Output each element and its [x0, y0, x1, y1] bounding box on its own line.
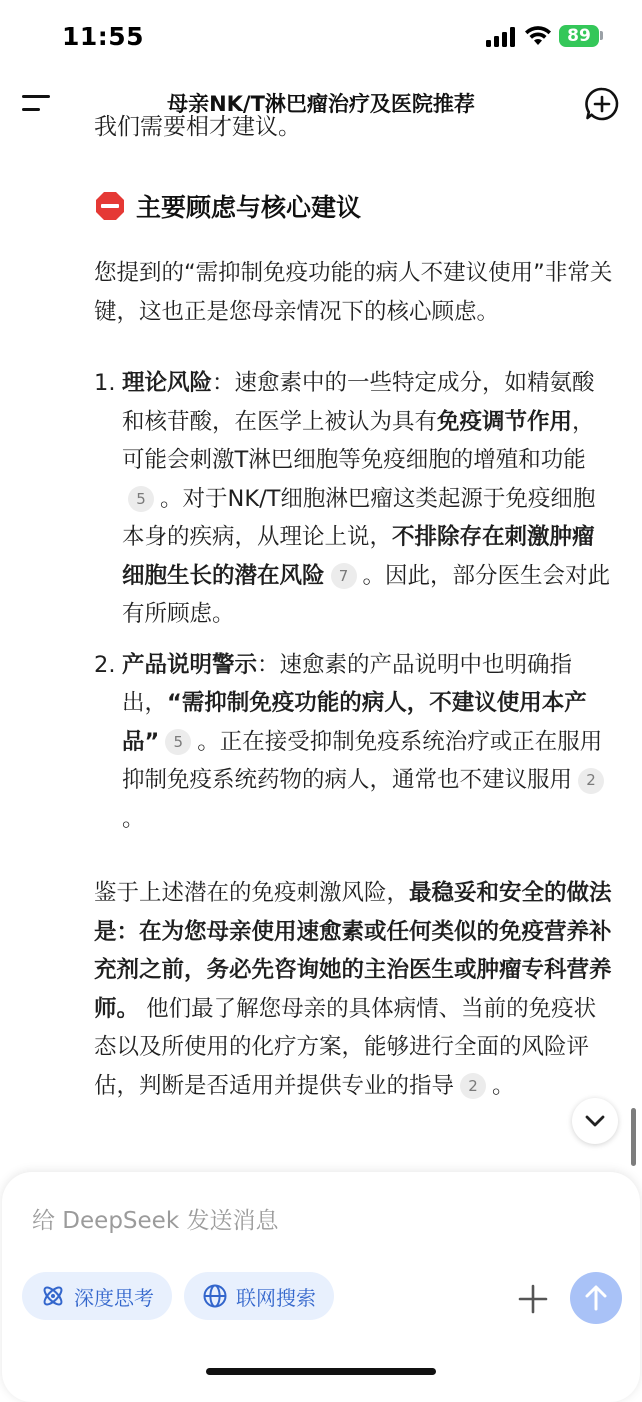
item-label: 产品说明警示	[122, 651, 258, 678]
atom-icon	[40, 1283, 66, 1309]
battery-level: 89	[567, 26, 591, 46]
deep-think-button[interactable]	[22, 1272, 172, 1320]
globe-icon	[202, 1283, 228, 1309]
cellular-signal-icon	[486, 27, 518, 47]
item-text: 。正在接受抑制免疫系统治疗或正在服用抑制免疫系统药物的病人，通常也不建议服用	[122, 728, 603, 793]
scrollbar[interactable]	[631, 1108, 636, 1166]
chat-title: 母亲NK/T淋巴瘤治疗及医院推荐	[167, 92, 475, 116]
risk-list	[94, 364, 612, 850]
web-search-label: 联网搜索	[236, 1285, 316, 1310]
plus-icon[interactable]	[516, 1282, 550, 1316]
home-indicator[interactable]	[206, 1368, 436, 1375]
battery-tip	[600, 31, 603, 40]
scroll-to-bottom-button[interactable]	[572, 1098, 618, 1144]
item-bold: 免疫调节作用	[437, 408, 573, 435]
citation-badge[interactable]: 5	[165, 729, 191, 755]
section-heading	[94, 186, 361, 226]
list-item	[94, 646, 612, 839]
conclusion-paragraph	[94, 874, 614, 1105]
citation-badge[interactable]: 7	[331, 563, 357, 589]
item-label: 理论风险	[122, 370, 213, 396]
deep-think-label: 深度思考	[74, 1285, 154, 1310]
send-button[interactable]	[570, 1272, 622, 1324]
message-content	[0, 114, 642, 1170]
intro-paragraph: 您提到的“需抑制免疫功能的病人不建议使用”非常关键，这也正是您母亲情况下的核心顾虑。	[94, 260, 613, 325]
list-number: 2.	[94, 651, 116, 678]
conclusion-text: 鉴于上述潜在的免疫刺激风险，	[94, 880, 410, 906]
citation-badge[interactable]: 5	[128, 486, 154, 512]
item-text: 。	[122, 805, 145, 832]
item-text: 。对于NK/T细胞淋巴瘤这类起源于免疫细胞本身的疾病，从理论上说，	[122, 485, 596, 550]
wifi-icon	[524, 25, 552, 47]
arrow-up-icon	[583, 1284, 609, 1312]
conclusion-text: 他们最了解您母亲的具体病情、当前的免疫状态以及所使用的化疗方案，能够进行全面的风险评估，判断是否适用并提供专业的指导	[94, 995, 597, 1099]
conclusion-bold: 最稳妥和安全的做法是：在为您母亲使用速愈素或任何类似的免疫营养补充剂之前，务必先咨询她的主治医生或肿瘤专科营养师。	[94, 880, 612, 1022]
item-text: 。因此，部分医生会对此有所顾虑。	[122, 562, 611, 627]
section-heading-text: 主要顾虑与核心建议	[136, 193, 362, 222]
item-text: ，可能会刺激T淋巴细胞等免疫细胞的增殖和功能	[122, 408, 595, 473]
item-bold: 不排除存在刺激肿瘤细胞生长的潜在风险	[122, 524, 595, 589]
battery-indicator	[559, 25, 599, 47]
citation-badge[interactable]: 2	[460, 1073, 486, 1099]
citation-badge[interactable]: 2	[578, 768, 604, 794]
list-item	[94, 364, 612, 634]
cutoff-text: 我们需要相才建议。	[94, 114, 301, 140]
status-bar	[0, 0, 642, 70]
web-search-button[interactable]	[184, 1272, 334, 1320]
item-bold: “需抑制免疫功能的病人，不建议使用本产品”	[122, 690, 587, 755]
new-chat-icon[interactable]	[584, 86, 620, 122]
chevron-down-icon	[584, 1114, 606, 1128]
item-text: ：速愈素的产品说明中也明确指出，	[122, 651, 573, 716]
list-number: 1.	[94, 370, 116, 396]
conclusion-text: 。	[492, 1072, 515, 1099]
status-time: 11:55	[62, 22, 145, 51]
message-input[interactable]: 给 DeepSeek 发送消息	[32, 1208, 279, 1234]
stop-sign-icon	[94, 190, 126, 222]
item-text: ：速愈素中的一些特定成分，如精氨酸和核苷酸，在医学上被认为具有	[122, 370, 595, 435]
